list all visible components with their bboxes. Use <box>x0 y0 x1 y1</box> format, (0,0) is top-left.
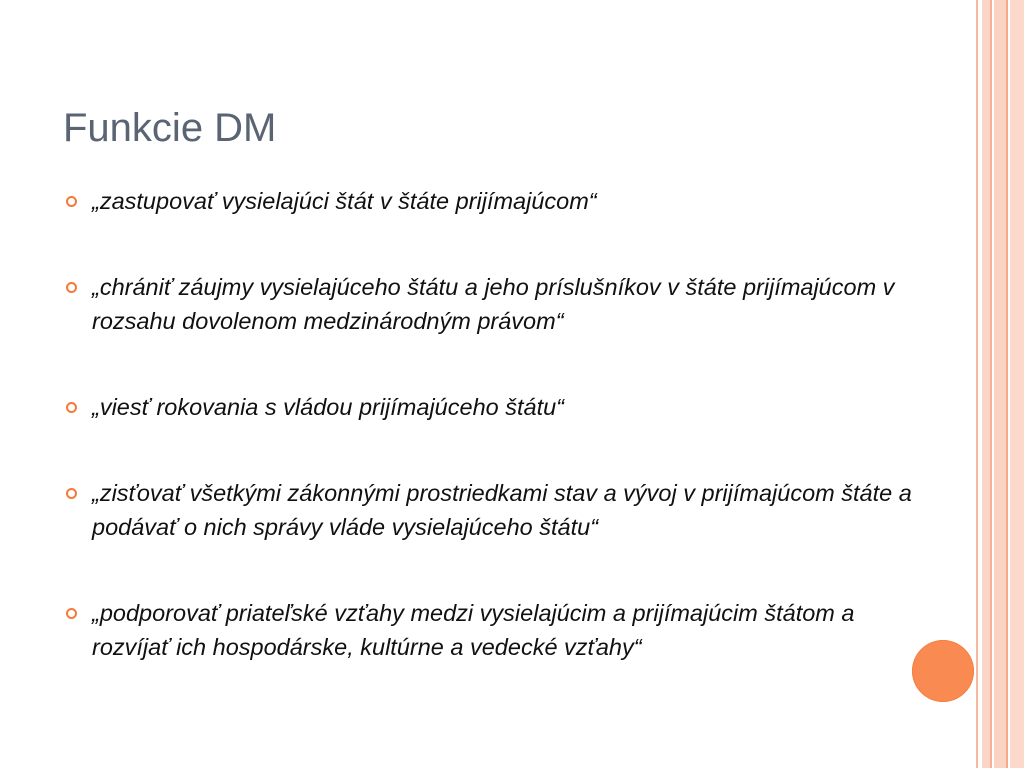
bullet-list <box>66 184 926 664</box>
hollow-circle-bullet-icon <box>66 488 77 499</box>
hollow-circle-bullet-icon <box>66 282 77 293</box>
bullet-text: „chrániť záujmy vysielajúceho štátu a jeho príslušníkov v štáte prijímajúcom v rozsahu dovolenom medzinárodným právom“ <box>92 274 895 334</box>
slide-title: Funkcie DM <box>63 106 277 150</box>
decorative-stripe <box>1006 0 1008 768</box>
bullet-text: „viesť rokovania s vládou prijímajúceho štátu“ <box>92 394 565 420</box>
decorative-stripe <box>982 0 990 768</box>
decorative-stripe <box>990 0 992 768</box>
bullet-item <box>66 270 926 338</box>
bullet-item <box>66 390 926 424</box>
bullet-text: „podporovať priateľské vzťahy medzi vysielajúcim a prijímajúcim štátom a rozvíjať ich hospodárske, kultúrne a vedecké vzťahy“ <box>92 600 855 660</box>
decorative-stripe <box>994 0 1006 768</box>
hollow-circle-bullet-icon <box>66 608 77 619</box>
bullet-text: „zastupovať vysielajúci štát v štáte prijímajúcom“ <box>92 188 597 214</box>
decorative-stripe <box>976 0 978 768</box>
hollow-circle-bullet-icon <box>66 196 77 207</box>
bullet-item <box>66 476 926 544</box>
bullet-item <box>66 184 926 218</box>
bullet-text: „zisťovať všetkými zákonnými prostriedkami stav a vývoj v prijímajúcom štáte a podávať o nich správy vláde vysielajúceho štátu“ <box>92 480 912 540</box>
bullet-item <box>66 596 926 664</box>
decorative-stripe <box>1010 0 1024 768</box>
hollow-circle-bullet-icon <box>66 402 77 413</box>
